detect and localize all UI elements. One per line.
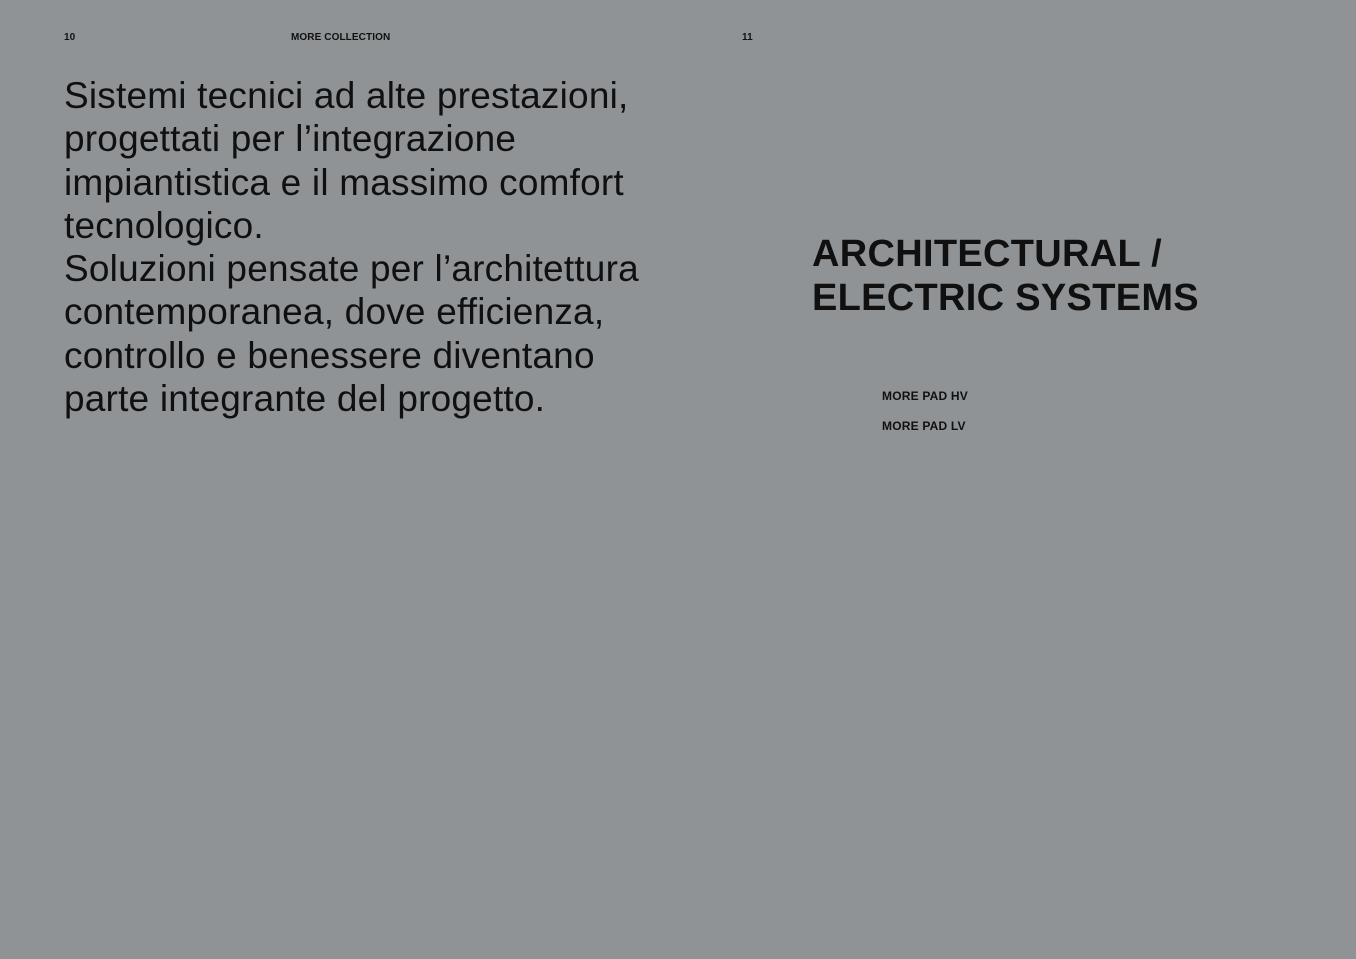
section-title-line-1: ARCHITECTURAL / — [812, 233, 1163, 275]
right-page — [678, 0, 1356, 959]
product-item-more-pad-lv: MORE PAD LV — [882, 418, 966, 433]
product-item-more-pad-hv: MORE PAD HV — [882, 389, 968, 403]
section-title — [812, 233, 1332, 320]
page-number-left: 10 — [64, 32, 76, 43]
section-title-line-2: ELECTRIC SYSTEMS — [812, 276, 1199, 319]
product-list — [882, 389, 968, 448]
running-head: MORE COLLECTION — [291, 32, 391, 43]
intro-text — [64, 74, 664, 420]
page-number-right: 11 — [742, 32, 753, 43]
intro-paragraph-1: Sistemi tecnici ad alte prestazioni, progettati per l’integrazione impiantistica e il massimo comfort tecnologico. — [64, 75, 629, 246]
intro-paragraph-2: Soluzioni pensate per l’architettura contemporanea, dove efficienza, controllo e benessere diventano parte integrante del progetto. — [64, 248, 639, 420]
